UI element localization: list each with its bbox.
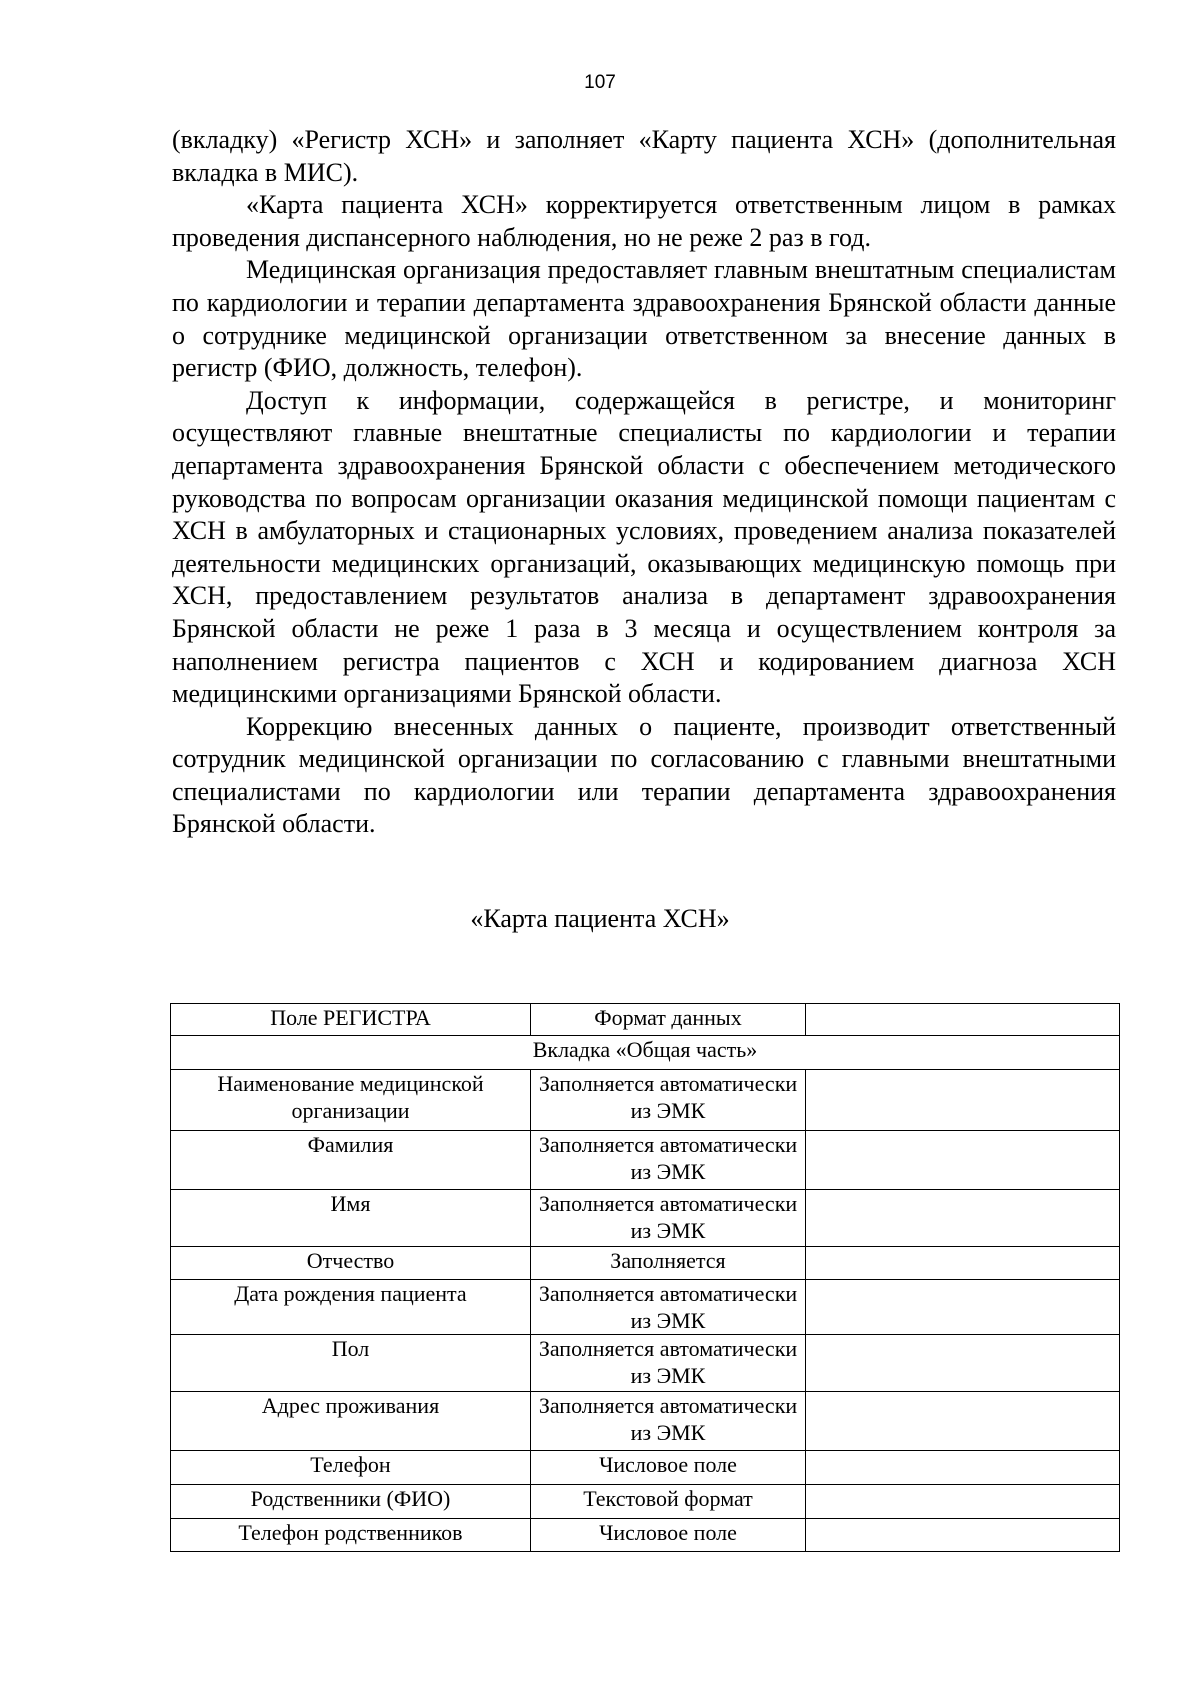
value-cell <box>806 1519 1120 1552</box>
value-cell <box>806 1190 1120 1247</box>
format-cell: Заполняется автоматически из ЭМК <box>531 1280 806 1335</box>
value-cell <box>806 1247 1120 1280</box>
format-cell: Текстовой формат <box>531 1485 806 1519</box>
value-cell <box>806 1451 1120 1485</box>
page-number: 107 <box>584 72 616 93</box>
value-cell <box>806 1131 1120 1190</box>
paragraph: (вкладку) «Регистр ХСН» и заполняет «Карту пациента ХСН» (дополнительная вкладка в МИС). <box>172 125 1116 187</box>
paragraph: Медицинская организация предоставляет главным внештатным специалистам по кардиологии и терапии департамента здравоохранения Брянской области данные о сотруднике медицинской организации ответственном за внесение данных в регистр (ФИО, должность, телефон). <box>172 255 1116 383</box>
field-cell: Отчество <box>171 1247 531 1280</box>
value-cell <box>806 1070 1120 1131</box>
table-row <box>171 1070 1120 1131</box>
field-cell: Телефон <box>171 1451 531 1485</box>
table-header-row <box>171 1004 1120 1036</box>
value-cell <box>806 1485 1120 1519</box>
format-cell: Заполняется автоматически из ЭМК <box>531 1131 806 1190</box>
format-cell: Числовое поле <box>531 1451 806 1485</box>
table-row <box>171 1335 1120 1392</box>
format-cell: Заполняется автоматически из ЭМК <box>531 1335 806 1392</box>
table-row <box>171 1451 1120 1485</box>
header-field: Поле РЕГИСТРА <box>171 1004 531 1036</box>
paragraph: Коррекцию внесенных данных о пациенте, производит ответственный сотрудник медицинской организации по согласованию с главными внештатными специалистами по кардиологии или терапии департамента здравоохранения Брянской области. <box>172 711 1116 839</box>
field-cell: Родственники (ФИО) <box>171 1485 531 1519</box>
field-cell: Имя <box>171 1190 531 1247</box>
field-cell: Телефон родственников <box>171 1519 531 1552</box>
table-row <box>171 1247 1120 1280</box>
table-row <box>171 1190 1120 1247</box>
field-cell: Пол <box>171 1335 531 1392</box>
format-cell: Заполняется автоматически из ЭМК <box>531 1392 806 1451</box>
format-cell: Заполняется <box>531 1247 806 1280</box>
section-label: Вкладка «Общая часть» <box>171 1036 1120 1070</box>
field-cell: Фамилия <box>171 1131 531 1190</box>
field-cell: Адрес проживания <box>171 1392 531 1451</box>
card-title: «Карта пациента ХСН» <box>470 904 730 933</box>
format-cell: Числовое поле <box>531 1519 806 1552</box>
format-cell: Заполняется автоматически из ЭМК <box>531 1190 806 1247</box>
field-cell: Дата рождения пациента <box>171 1280 531 1335</box>
register-table <box>170 1003 1120 1552</box>
table-row <box>171 1485 1120 1519</box>
value-cell <box>806 1392 1120 1451</box>
header-format: Формат данных <box>531 1004 806 1036</box>
body-text <box>172 124 1116 841</box>
value-cell <box>806 1335 1120 1392</box>
table-section-row <box>171 1036 1120 1070</box>
table-row <box>171 1280 1120 1335</box>
field-cell: Наименование медицинской организации <box>171 1070 531 1131</box>
table-row <box>171 1131 1120 1190</box>
table-row <box>171 1392 1120 1451</box>
format-cell: Заполняется автоматически из ЭМК <box>531 1070 806 1131</box>
header-value <box>806 1004 1120 1036</box>
paragraph: «Карта пациента ХСН» корректируется ответственным лицом в рамках проведения диспансерного наблюдения, но не реже 2 раз в год. <box>172 190 1116 252</box>
paragraph: Доступ к информации, содержащейся в регистре, и мониторинг осуществляют главные внештатные специалисты по кардиологии и терапии департамента здравоохранения Брянской области с обеспечением методического руководства по вопросам организации оказания медицинской помощи пациентам с ХСН в амбулаторных и стационарных условиях, проведением анализа показателей деятельности медицинских организаций, оказывающих медицинскую помощь при ХСН, предоставлением результатов анализа в департамент здравоохранения Брянской области не реже 1 раза в 3 месяца и осуществлением контроля за наполнением регистра пациентов с ХСН и кодированием диагноза ХСН медицинскими организациями Брянской области. <box>172 385 1116 709</box>
value-cell <box>806 1280 1120 1335</box>
table-row <box>171 1519 1120 1552</box>
